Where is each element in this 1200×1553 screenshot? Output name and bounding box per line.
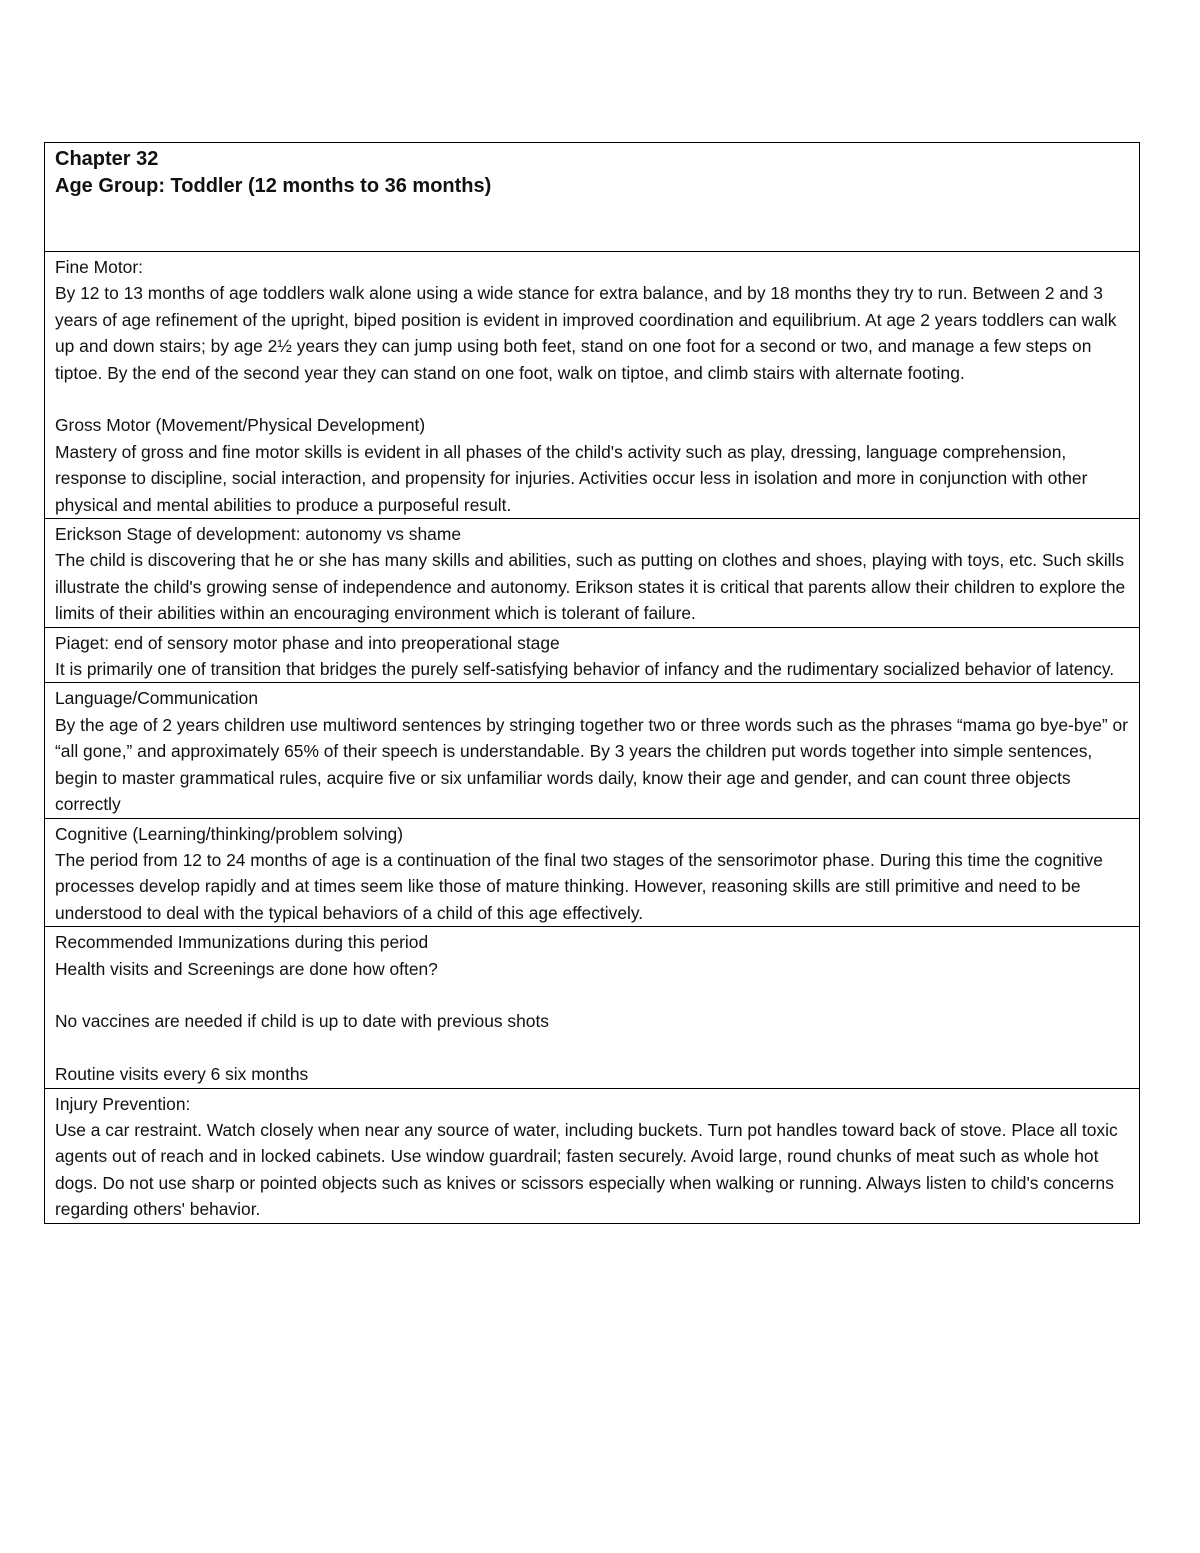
motor-row: [45, 252, 1140, 519]
fine-motor-text: By 12 to 13 months of age toddlers walk alone using a wide stance for extra balance, and by 18 months they try to run. Between 2 and 3 years of age refinement of the upright, biped position is evident in improved coordination and equilibrium. At age 2 years toddlers can walk up and down stairs; by age 2½ years they can jump using both feet, stand on one foot for a second or two, and manage a few steps on tiptoe. By the end of the second year they can stand on one foot, walk on tiptoe, and climb stairs with alternate footing.: [55, 283, 1117, 383]
age-group-title: Age Group: Toddler (12 months to 36 months): [55, 175, 492, 197]
vaccines-note: No vaccines are needed if child is up to date with previous shots: [55, 1011, 549, 1032]
injury-text: Use a car restraint. Watch closely when near any source of water, including buckets. Turn pot handles toward back of stove. Place all toxic agents out of reach and in locked cabinets. Use window guardrail; fasten securely. Avoid large, round chunks of meat such as whole hot dogs. Do not use sharp or pointed objects such as knives or scissors especially when walking or running. Always listen to child's concerns regarding others' behavior.: [55, 1119, 1118, 1220]
language-text: By the age of 2 years children use multiword sentences by stringing together two or three words such as the phrases “mama go bye-bye” or “all gone,” and approximately 65% of their speech is understandable. By 3 years the children put words together into simple sentences, begin to master grammatical rules, acquire five or six unfamiliar words daily, know their age and gender, and can count three objects correctly: [55, 714, 1128, 815]
health-visits-question: Health visits and Screenings are done how often?: [55, 958, 438, 979]
injury-cell: [45, 1088, 1140, 1223]
spacer: [55, 386, 1129, 412]
erikson-text: The child is discovering that he or she has many skills and abilities, such as putting on clothes and shoes, playing with toys, etc. Such skills illustrate the child's growing sense of independence and autonomy. Erikson states it is critical that parents allow their children to explore the limits of their abilities within an encouraging environment which is tolerant of failure.: [55, 550, 1126, 624]
gross-motor-text: Mastery of gross and fine motor skills is evident in all phases of the child's activity such as play, dressing, language comprehension, response to discipline, social interaction, and propensity for injuries. Activities occur less in isolation and more in conjunction with other physical and mental abilities to produce a purposeful result.: [55, 441, 1088, 515]
header-cell: [45, 143, 1140, 252]
language-cell: [45, 683, 1140, 818]
routine-visits-note: Routine visits every 6 six months: [55, 1064, 309, 1085]
cognitive-heading: Cognitive (Learning/thinking/problem solving): [55, 823, 403, 844]
injury-row: [45, 1088, 1140, 1223]
header-row: [45, 143, 1140, 252]
erikson-cell: [45, 519, 1140, 628]
language-row: [45, 683, 1140, 818]
injury-heading: Injury Prevention:: [55, 1093, 191, 1114]
piaget-heading: Piaget: end of sensory motor phase and into preoperational stage: [55, 632, 560, 653]
fine-motor-heading: Fine Motor:: [55, 257, 143, 277]
spacer: [55, 1035, 1129, 1061]
immunizations-heading: Recommended Immunizations during this period: [55, 932, 429, 953]
piaget-cell: [45, 627, 1140, 683]
immunizations-cell: [45, 927, 1140, 1088]
piaget-row: [45, 627, 1140, 683]
cognitive-row: [45, 818, 1140, 927]
development-table: [44, 142, 1140, 1224]
cognitive-cell: [45, 818, 1140, 927]
spacer: [55, 982, 1129, 1008]
erikson-row: [45, 519, 1140, 628]
cognitive-text: The period from 12 to 24 months of age is a continuation of the final two stages of the sensorimotor phase. During this time the cognitive processes develop rapidly and at times seem like those of mature thinking. However, reasoning skills are still primitive and need to be understood to deal with the typical behaviors of a child of this age effectively.: [55, 849, 1103, 923]
immunizations-row: [45, 927, 1140, 1088]
chapter-title: Chapter 32: [55, 148, 159, 170]
motor-cell: [45, 252, 1140, 519]
erikson-heading: Erickson Stage of development: autonomy vs shame: [55, 524, 461, 545]
piaget-text: It is primarily one of transition that bridges the purely self-satisfying behavior of infancy and the rudimentary socialized behavior of latency.: [55, 659, 1115, 680]
gross-motor-heading: Gross Motor (Movement/Physical Development): [55, 415, 426, 436]
language-heading: Language/Communication: [55, 688, 259, 709]
